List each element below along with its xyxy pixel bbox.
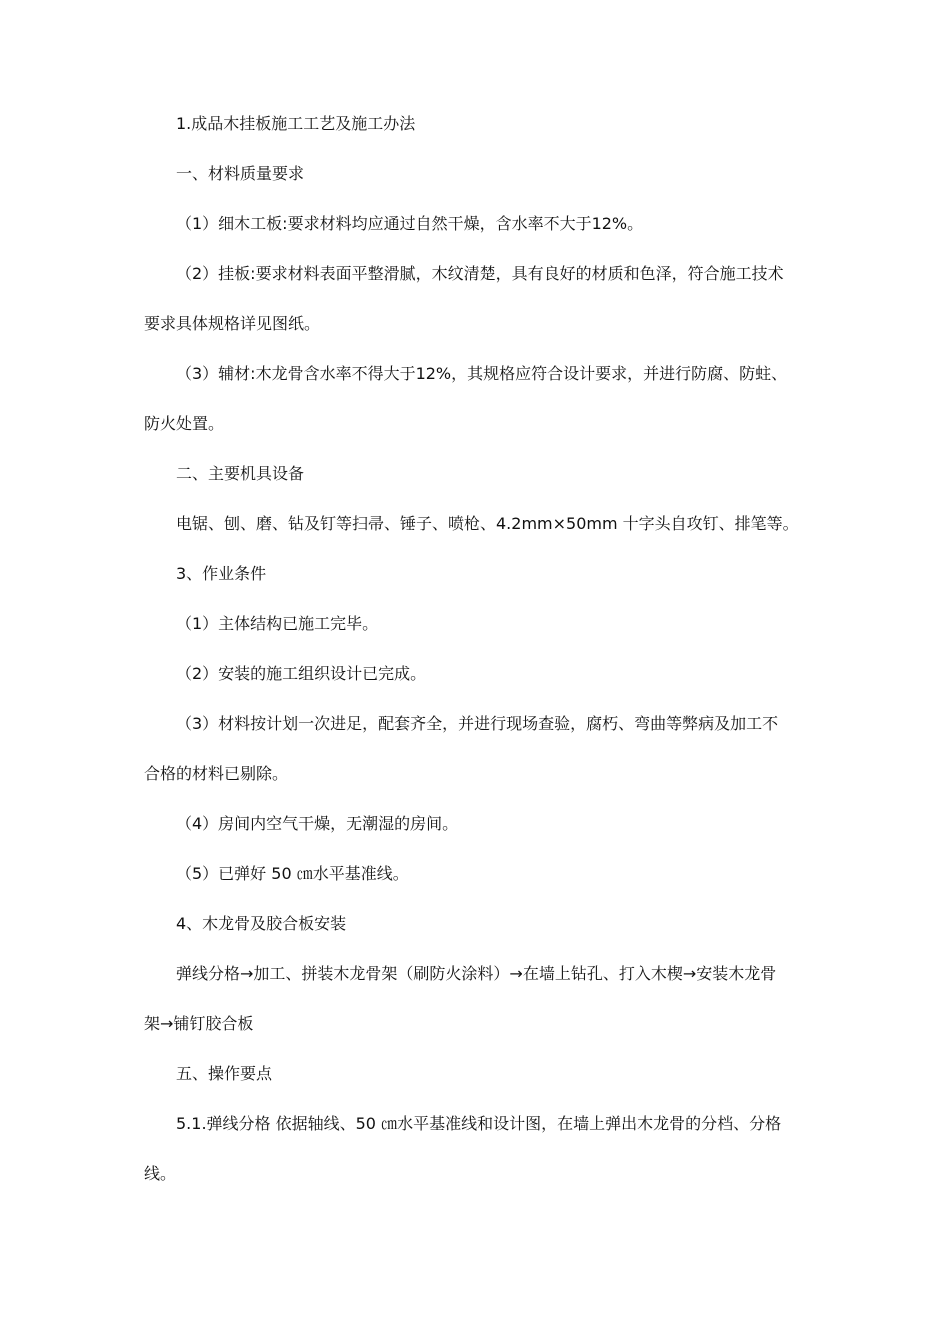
paragraph-line: （2）安装的施工组织设计已完成。 [176,664,427,683]
paragraph-line: 线。 [144,1164,177,1183]
paragraph-line: （5）已弹好 50 ㎝水平基准线。 [176,864,409,883]
paragraph-line: （1）主体结构已施工完毕。 [176,614,379,633]
paragraph-line: （3）辅材:木龙骨含水率不得大于12%，其规格应符合设计要求，并进行防腐、防蛀、 [176,364,788,383]
section-title: 1.成品木挂板施工工艺及施工办法 [176,114,416,133]
heading-equipment: 二、主要机具设备 [176,464,305,483]
paragraph-line: 防火处置。 [144,414,225,433]
paragraph-line: 架→铺钉胶合板 [144,1014,254,1033]
paragraph-line: 5.1.弹线分格 依据轴线、50 ㎝水平基准线和设计图，在墙上弹出木龙骨的分档、分格 [176,1114,782,1133]
paragraph-line: （1）细木工板:要求材料均应通过自然干燥，含水率不大于12%。 [176,214,644,233]
heading-material-quality: 一、材料质量要求 [176,164,305,183]
heading-installation: 4、木龙骨及胶合板安装 [176,914,347,933]
paragraph-line: 合格的材料已剔除。 [144,764,289,783]
heading-work-conditions: 3、作业条件 [176,564,267,583]
paragraph-line: 弹线分格→加工、拼装木龙骨架（刷防火涂料）→在墙上钻孔、打入木楔→安装木龙骨 [176,964,777,983]
paragraph-line: （4）房间内空气干燥，无潮湿的房间。 [176,814,459,833]
paragraph-line: （2）挂板:要求材料表面平整滑腻，木纹清楚，具有良好的材质和色泽，符合施工技术 [176,264,784,283]
heading-operation-points: 五、操作要点 [176,1064,273,1083]
paragraph-line: （3）材料按计划一次进足，配套齐全，并进行现场查验，腐朽、弯曲等弊病及加工不 [176,714,779,733]
paragraph-line: 电锯、刨、磨、钻及钉等扫帚、锤子、喷枪、4.2mm×50mm 十字头自攻钉、排笔等。 [176,514,799,533]
paragraph-line: 要求具体规格详见图纸。 [144,314,321,333]
